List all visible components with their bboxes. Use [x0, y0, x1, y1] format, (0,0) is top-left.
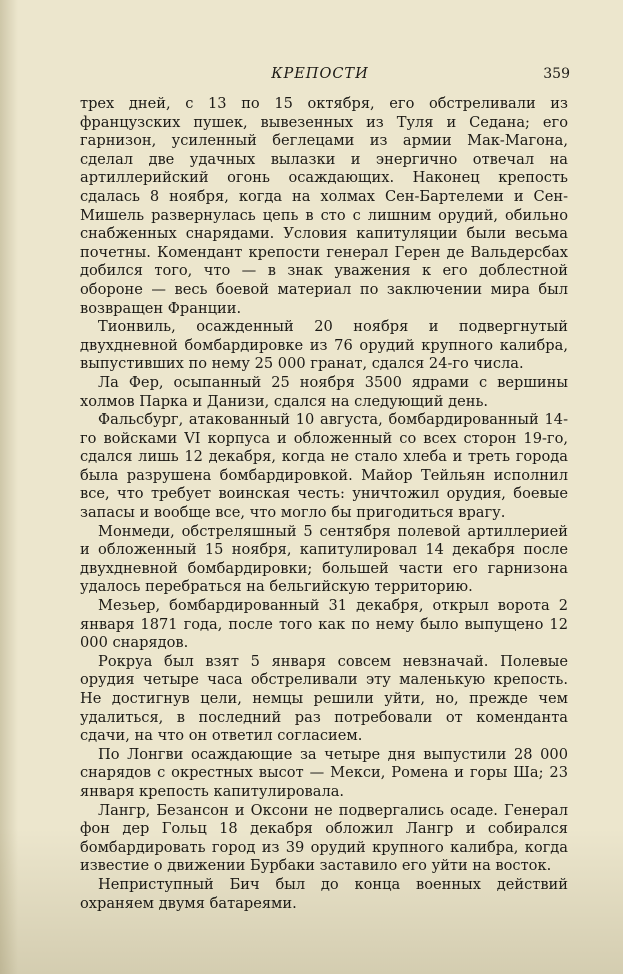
page-header: [70, 64, 570, 88]
paragraph-la-fere: Ла Фер, осыпанный 25 ноября 3500 ядрами с вершины холмов Парка и Данизи, сдался на следующий день.: [80, 373, 568, 410]
paragraph-continued: трех дней, с 13 по 15 октября, его обстреливали из французских пушек, вывезенных из Туля и Седана; его гарнизон, усиленный беглецами из армии Мак-Магона, сделал две удачных вылазки и энергично отвечал на артиллерийский огонь осаждающих. Наконец крепость сдалась 8 ноября, когда на холмах Сен-Бартелеми и Сен-Мишель развернулась цепь в сто с лишним орудий, обильно снабженных снарядами. Условия капитуляции были весьма почетны. Комендант крепости генерал Герен де Вальдерсбах добился того, что — в знак уважения к его доблестной обороне — весь боевой материал по заключении мира был возвращен Франции.: [80, 95, 568, 317]
paragraph-bitche: Неприступный Бич был до конца военных действий охраняем двумя батареями.: [80, 875, 568, 912]
paragraph-thionville: Тионвиль, осажденный 20 ноября и подвергнутый двухдневной бомбардировке из 76 орудий крупного калибра, выпустивших по нему 25 000 гранат, сдался 24-го числа.: [80, 318, 568, 373]
paragraph-phalsbourg: Фальсбург, атакованный 10 августа, бомбардированный 14-го войсками VI корпуса и обложенный со всех сторон 19-го, сдался лишь 12 декабря, когда не стало хлеба и треть города была разрушена бомбардировкой. Майор Тейльян исполнил все, что требует воинская честь: уничтожил орудия, боевые запасы и вообще все, что могло бы пригодиться врагу.: [80, 411, 568, 522]
running-title: КРЕПОСТИ: [271, 66, 369, 82]
paragraph-longwy: По Лонгви осаждающие за четыре дня выпустили 28 000 снарядов с окрестных высот — Мекси, Ромена и горы Ша; 23 января крепость капитулировала.: [80, 745, 568, 800]
paragraph-rocroi: Рокруа был взят 5 января совсем невзначай. Полевые орудия четыре часа обстреливали эту маленькую крепость. Не достигнув цели, немцы решили уйти, но, прежде чем удалиться, в последний раз потребовали от коменданта сдачи, на что он ответил согласием.: [80, 652, 568, 745]
body-text: [80, 95, 568, 913]
page-number: 359: [543, 66, 570, 82]
paragraph-montmedy: Монмеди, обстреляшный 5 сентября полевой артиллерией и обложенный 15 ноября, капитулировал 14 декабря после двухдневной бомбардировки; большей части его гарнизона удалось перебраться на бельгийскую территорию.: [80, 522, 568, 596]
paragraph-langres: Лангр, Безансон и Оксони не подвергались осаде. Генерал фон дер Гольц 18 декабря обложил Лангр и собирался бомбардировать город из 39 орудий крупного калибра, когда известие о движении Бурбаки заставило его уйти на восток.: [80, 801, 568, 875]
paragraph-mezieres: Мезьер, бомбардированный 31 декабря, открыл ворота 2 января 1871 года, после того как по нему было выпущено 12 000 снарядов.: [80, 597, 568, 652]
